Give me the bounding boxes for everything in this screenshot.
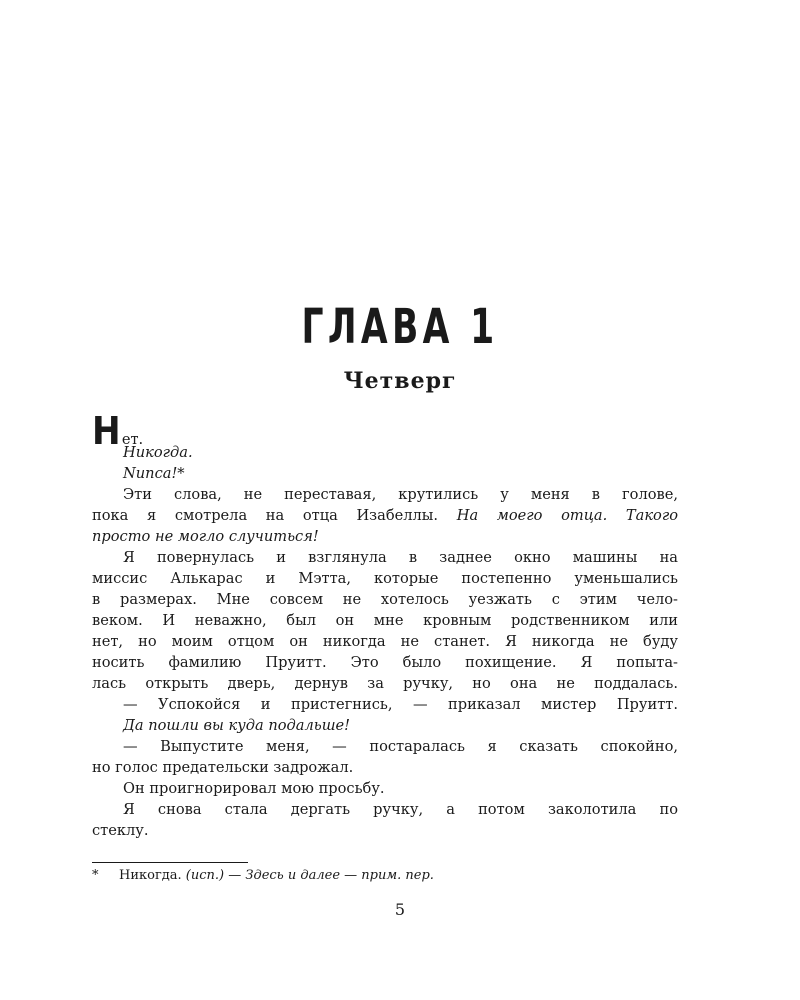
opening-word-rest: ет. [121,431,144,448]
chapter-body [92,409,678,841]
footnote-divider [92,862,248,863]
text-line: Я повернулась и взглянула в заднее окно машины на [123,549,678,566]
chapter-subtitle: Четверг [343,368,457,394]
footnote [92,866,678,886]
text-line: Никогда. [123,444,193,461]
text-line: носить фамилию Пруитт. Это было похищение. Я попыта- [92,654,678,671]
chapter-title: ГЛАВА 1 [301,299,499,355]
text-line: Он проигнорировал мою просьбу. [123,780,385,797]
text-line: веком. И неважно, был он мне кровным родственником или [92,612,678,629]
page-number: 5 [394,900,406,919]
text-line: лась открыть дверь, дернув за ручку, но она не поддалась. [92,675,678,692]
text-line: Я снова стала дергать ручку, а потом заколотила по [123,801,678,818]
footnote-mark: * [92,868,99,883]
text-line: миссис Алькарас и Мэтта, которые постепенно уменьшались [92,570,678,587]
text-line: Эти слова, не переставая, крутились у меня в голове, [123,486,678,503]
text-line: пока я смотрела на отца Изабеллы. На моего отца. Такого [92,507,678,524]
text-line: но голос предательски задрожал. [92,759,354,776]
text-line: нет, но моим отцом он никогда не станет. Я никогда не буду [92,633,678,650]
drop-cap: Н [92,409,121,453]
footnote-term: Никогда. [119,868,182,883]
text-line: в размерах. Мне совсем не хотелось уезжать с этим чело- [92,591,678,608]
text-line: стеклу. [92,822,149,839]
text-line: — Выпустите меня, — постаралась я сказать спокойно, [123,738,678,755]
footnote-text: (исп.) — Здесь и далее — прим. пер. [185,868,434,883]
text-line: Nunca!* [123,465,185,482]
text-line: Да пошли вы куда подальше! [123,717,351,734]
text-line: — Успокойся и пристегнись, — приказал мистер Пруитт. [123,696,678,713]
text-line: просто не могло случиться! [92,528,319,545]
